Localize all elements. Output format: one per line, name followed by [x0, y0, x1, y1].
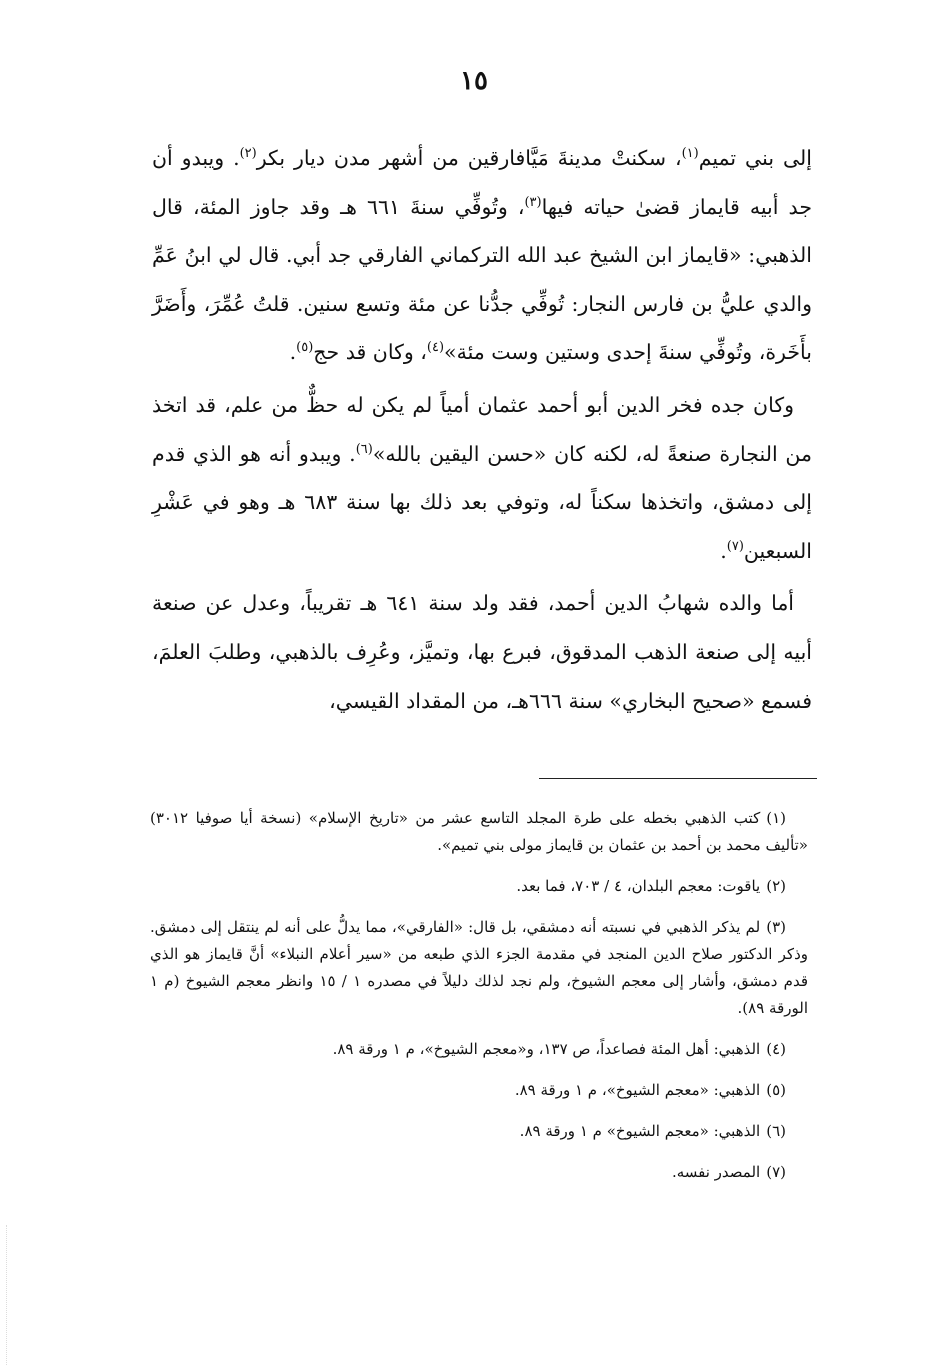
footnote-text: المصدر نفسه. [671, 1163, 761, 1181]
text-run: . [289, 340, 297, 365]
footnote-text: ياقوت: معجم البلدان، ٤ / ٧٠٣، فما بعد. [516, 877, 761, 895]
footnote-ref[interactable]: (٤) [426, 340, 445, 356]
footnote-text: الذهبي: أهل المئة فصاعداً، ص ١٣٧، و«معجم الشيوخ»، م ١ ورقة ٨٩. [332, 1040, 761, 1058]
footnotes-section [150, 805, 814, 1200]
footnote-text: الذهبي: «معجم الشيوخ»، م ١ ورقة ٨٩. [514, 1081, 761, 1099]
page-number: ١٥ [460, 66, 488, 96]
paragraph [152, 134, 812, 377]
footnote-number: (٦) [766, 1122, 786, 1140]
scan-edge-marks [6, 1225, 37, 1365]
footnote-number: (٤) [766, 1040, 786, 1058]
footnote-text: كتب الذهبي بخطه على طرة المجلد التاسع عشر من «تاريخ الإسلام» (نسخة أيا صوفيا ٣٠١٢) «تأليف محمد بن أحمد بن عثمان بن قايماز مولى بني تميم». [150, 809, 808, 854]
text-run: وكان جده فخر الدين أبو أحمد عثمان أمياً لم يكن له حظٌّ من علم، قد اتخذ من النجارة صنعةً له، لكنه كان «حسن اليقين بالله» [152, 392, 813, 466]
footnote-ref[interactable]: (٧) [726, 538, 744, 554]
footnote [150, 1036, 814, 1063]
footnote-ref[interactable]: (٦) [355, 441, 373, 457]
footnote [150, 805, 814, 859]
text-run: ، وتُوفِّي سنةَ ٦٦١ هـ وقد جاوز المئة، قال الذهبي: «قايماز ابن الشيخ عبد الله التركماني الفارقي جد أبي. قال لي ابنُ عَمِّ والدي عليُّ بن فارس النجار: تُوفِّي جدُّنا عن مئة وتسع سنين. قلتُ عُمِّرَ، وأَضَرَّ بأَخَرة، وتُوفِّي سنةَ إحدى وستين وست مئة» [152, 194, 812, 365]
footnote [150, 873, 814, 900]
footnote-number: (٧) [766, 1163, 786, 1181]
text-run: ، وكان قد حج [313, 340, 427, 365]
text-run: . [720, 538, 727, 563]
paragraph [152, 381, 812, 575]
text-run: إلى بني تميم [698, 146, 812, 170]
footnote-text: لم يذكر الذهبي في نسبته أنه دمشقي، بل قال: «الفارقي»، مما يدلُّ على أنه لم ينتقل إلى دمشق. وذكر الدكتور صلاح الدين المنجد في مقدمة الجزء الذي طبعه من «سير أعلام النبلاء» أنَّ قايماز هو الذي قدم دمشق، وأشار إلى معجم الشيوخ، ولم نجد لذلك دليلاً في مصدره ١ / ١٥ وانظر معجم الشيوخ (م ١ الورقة ٨٩). [150, 918, 808, 1017]
footnote [150, 1118, 814, 1145]
footnote-ref[interactable]: (١) [681, 146, 699, 162]
footnote-ref[interactable]: (٢) [239, 146, 257, 162]
main-text-body [152, 134, 812, 725]
paragraph [152, 579, 812, 725]
footnote-number: (٣) [766, 918, 786, 936]
footnote-divider [539, 778, 817, 779]
footnote [150, 1159, 814, 1186]
footnote-number: (٥) [766, 1081, 786, 1099]
footnote-ref[interactable]: (٣) [524, 194, 542, 210]
footnote-number: (٢) [766, 877, 786, 895]
footnote-number: (١) [766, 809, 786, 827]
footnote [150, 914, 814, 1022]
footnote [150, 1077, 814, 1104]
footnote-ref[interactable]: (٥) [296, 340, 314, 356]
text-run: ، سكنتْ مدينةَ مَيَّافارقين من أشهر مدن ديار بكر [256, 146, 682, 170]
footnote-text: الذهبي: «معجم الشيوخ» م ١ ورقة ٨٩. [519, 1122, 761, 1140]
text-run: . ويبدو أن جد أبيه قايماز قضىٰ حياته فيها [152, 146, 812, 219]
text-run: أما والده شهابُ الدين أحمد، فقد ولد سنة ٦٤١ هـ تقريباً، وعدل عن صنعة أبيه إلى صنعة الذهب المدقوق، فبرع بها، وتميَّز، وعُرِف بالذهبي، وطلبَ العلمَ، فسمع «صحيح البخاري» سنة ٦٦٦هـ، من المقداد القيسي، [152, 591, 812, 713]
text-run: . ويبدو أنه هو الذي قدم إلى دمشق، واتخذها سكناً له، وتوفي بعد ذلك بها سنة ٦٨٣ هـ وهو في عَشْرِ السبعين [152, 441, 812, 563]
